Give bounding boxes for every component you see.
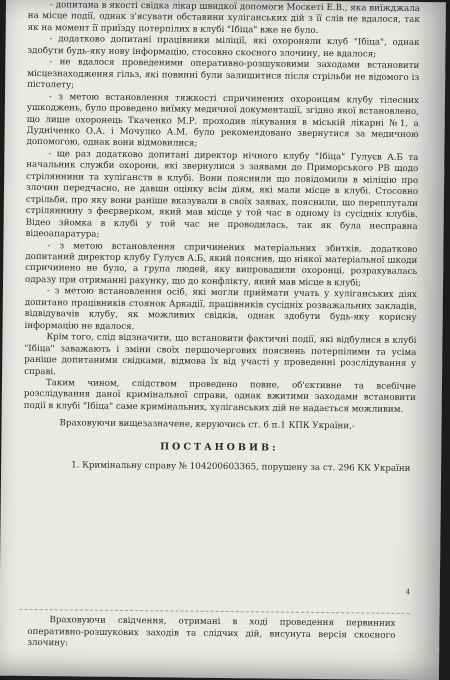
paragraph-1: - допитана в якості свідка лікар швидкої допомоги Москеті Е.В., яка виїжджала на місце події, однак з'ясувати обставини хуліганських дій з її слів не вдалося, так як на момент її приїзду потерпілих в клубі "Ібіца" вже не було. (27, 0, 420, 36)
resolution-title: ПОСТАНОВИВ: (160, 441, 279, 454)
next-page-text (27, 615, 395, 653)
next-page-paragraph: Враховуючи свідчення, отримані в ході проведення первинних оперативно-розшукових заходів та слідчих дій, висунута версія скоєного злочину: (27, 615, 396, 649)
page-number: 4 (405, 587, 411, 596)
paragraph-7: - з метою встановлення осіб, які могли приймати учать у хуліганських діях допитано працівників стоянок Аркадії, працівників сусідніх розважальних закладів, відвідувачів клубу, як можливих свідків, однак здобути будь-яку корисну інформацію не вдалося. (24, 286, 417, 332)
paragraph-2: - додатково допитані працівники міліції, які охороняли клуб "Ібіца", однак здобути будь-яку нову інформацію, стосовно скоєного злочину, не вдалося; (27, 34, 420, 60)
page-separator (20, 609, 410, 614)
paragraph-5: - ще раз додатково допитані директор нічного клубу "Ібіца" Гулуєв А.Б та начальник служби охорони, які звернулися з заявами до Приморського РВ щодо стріляннини та хуліганств в клубі. Вони пояснили що повідомили в міліцію про злочин передчасно, не давши оцінку всім дiям, які мали місце в клубі. Стосовно стрільби, про яку вони раніше вказували в своїх заявах, пояснили, що переплутали стріляннину з феєрверком, який мав місце у той час в одному із сусідніх клубів. Відео зйомка в клубі у той час не проводилась, так як була несправна відеоапаратура; (25, 149, 419, 240)
document-body (23, 0, 420, 476)
paragraph-3: - не вдалося проведеними оперативно-розшуковими заходами встановити місцезнаходження гільз, які повинні були залишитися після стрільби не відомого із пістолету; (27, 57, 420, 91)
paragraph-10: Враховуючи вищезазначене, керуючись ст. 6 п.1 КПК України,- (59, 418, 355, 432)
paragraph-8: Крім того, слід відзначити, що встановити фактичні події, які відбулися в клубі "Ібіца" заважають і зміни своїх першочергових пояснень потерпілими та усіма раніше допитаними свідками, відмова їх від участі у проведенні розслідування у справі. (24, 332, 417, 377)
paragraph-6: - з метою встановлення спричинених матеріальних збитків, додатково допитаний директор клубу Гулуєв А.Б, який пояснив, що ніякої матеріальної шкоди спричинено не було, а група людей, яку випровадили охоронці, розрахувалась одразу при отриманні рахунку, що до конфлікту, який мав місце в клубі; (25, 240, 418, 289)
paragraph-4: - з метою встановлення тяжкості спричинених охоронцям клубу тілесних ушкоджень, було проведено виїмку медичної документації, згідно якої встановлено, що лише охоронець Ткаченко М.Р. проходив лікування в міській лікарні №1, а Дудніченко О.А. і Мочулко А.М. було рекомендовано звернутися за медичною допомогою, однак вони відмовилися; (26, 91, 420, 150)
paragraph-9: Таким чином, слідством проведено повне, об'єктивне та всебічне розслідування даної кримінальної справи, однак вжитими заходами встановити події в клубі "Ібіца" саме кримінальних, хуліганських дій не надається можливим. (23, 378, 417, 415)
resolution-item-1: 1. Кримінальну справу № 104200603365, порушену за ст. 296 КК України (71, 460, 411, 475)
